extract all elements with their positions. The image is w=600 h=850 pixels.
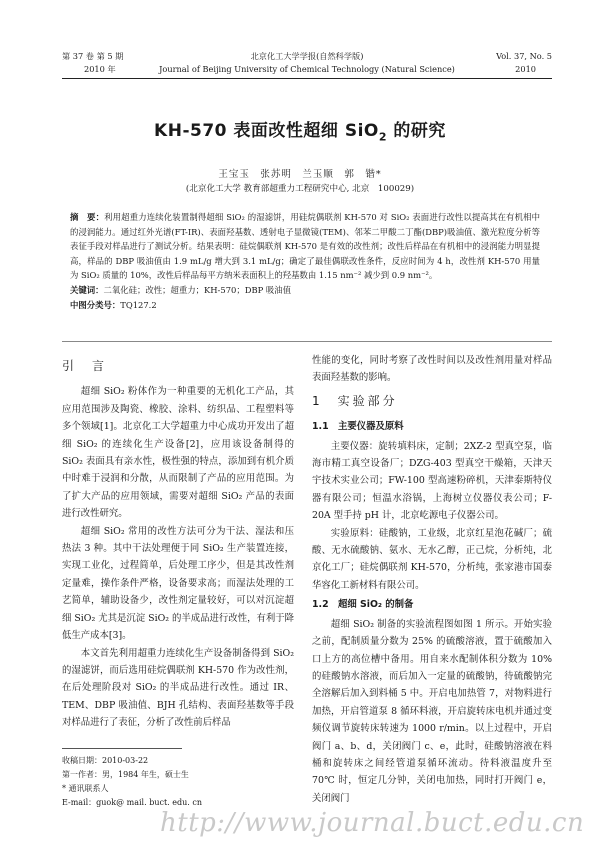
classification-code: TQ127.2 <box>120 299 157 310</box>
journal-name-en: Journal of Beijing University of Chemical Technology (Natural Science) <box>159 64 455 74</box>
header-right <box>496 50 552 76</box>
corresponding-author-note: * 通讯联系人 <box>62 784 109 793</box>
subsection-1-1-heading: 1.1 主要仪器及原料 <box>312 421 404 433</box>
title-subscript: 2 <box>378 130 388 144</box>
year-en: 2010 <box>515 64 536 74</box>
running-header <box>62 50 552 80</box>
year-cn: 2010 年 <box>84 64 116 74</box>
abstract-block <box>70 210 540 312</box>
footnote-rule <box>62 748 182 749</box>
journal-name-cn: 北京化工大学学报(自然科学版) <box>250 51 364 61</box>
classification <box>70 298 540 313</box>
title-tail: 的研究 <box>387 121 446 141</box>
preparation-paragraph: 超细 SiO₂ 制备的实验流程图如图 1 所示。开始实验之前，配制质量分数为 25% 的硫酸溶液，置于硫酸加入口上方的高位槽中备用。用自来水配制体积分数为 10% 的硅酸钠水溶液，而后加入一定量的硫酸钠，待硫酸钠完全溶解后加入到料桶 5 中。开启电加热管 7，对物料进行加热，开启管道泵 8 循环料液，开启旋转床电机并通过变频仪调节旋转床转速为 1000 r/min。以上过程中，开启阀门 a、b、d，关闭阀门 c、e，此时，硅酸钠溶液在料桶和旋转床之间经管道泵循环流动。待料液温度升至 70℃ 时，恒定几分钟，关闭电加热，同时打开阀门 e，关闭阀门 <box>312 618 552 804</box>
first-author-note: 第一作者：男，1984 年生，硕士生 <box>62 770 189 779</box>
keywords-label: 关键词： <box>70 284 104 295</box>
keywords-text: 二氧化硅；改性；超重力；KH-570；DBP 吸油值 <box>103 284 292 295</box>
keywords <box>70 283 540 298</box>
header-rule <box>62 78 552 79</box>
instruments-paragraph: 主要仪器：旋转填料床，定制；2XZ-2 型真空泵，临海市精工真空设备厂；DZG-403 型真空干燥箱，天津天宇技术实业公司；FW-100 型高速粉碎机，天津泰斯特仪器有限公司；恒温水浴锅，上海树立仪器仪表公司；F-20A 型手持 pH 计，北京屹源电子仪器公司。 <box>312 440 552 522</box>
materials-paragraph: 实验原料：硅酸钠，工业级，北京红星泡花碱厂；硫酸、无水硫酸钠、氨水、无水乙醇，正己烷，分析纯，北京化工厂；硅烷偶联剂 KH-570，分析纯，张家港市国泰华容化工新材料有限公司。 <box>312 527 552 591</box>
subsection-1-2-heading: 1.2 超细 SiO₂ 的制备 <box>312 599 414 611</box>
section-introduction-heading: 引 言 <box>62 359 108 373</box>
abstract-text: 利用超重力连续化装置制得超细 SiO₂ 的湿滤饼，用硅烷偶联剂 KH-570 对 SiO₂ 表面进行改性以提高其在有机相中的浸润能力。通过红外光谱(FT-IR)、表面羟基数、透射电子显微镜(TEM)、邻苯二甲酸二丁酯(DBP)吸油值、激光粒度分析等表征手段对样品进行了测试分析。结果表明：硅烷偶联剂 KH-570 是有效的改性剂；改性后样品在有机相中的浸润能力明显提高，样品的 DBP 吸油值由 1.9 mL/g 增大到 3.1 mL/g；确定了最佳偶联改性条件，反应时间为 4 h，改性剂 KH-570 用量为 SiO₂ 质量的 10%，改性后样品每平方纳米表面积上的羟基数由 1.15 nm⁻² 减少到 0.9 nm⁻²。 <box>70 212 541 281</box>
authors: 王宝玉 张苏明 兰玉顺 郭 锴* <box>218 169 382 180</box>
paper-title <box>0 116 600 143</box>
abstract-rule <box>62 341 552 342</box>
volume-cn: 第 37 卷 第 5 期 <box>62 51 124 61</box>
right-column <box>312 352 552 807</box>
journal-url-watermark: http://www.journal.buct.edu.cn <box>160 808 585 838</box>
affiliation: (北京化工大学 教育部超重力工程研究中心, 北京 100029) <box>185 184 415 194</box>
volume-en: Vol. 37, No. 5 <box>496 51 552 61</box>
abstract-label: 摘 要： <box>70 212 105 222</box>
intro-paragraph-continued: 性能的变化，同时考察了改性时间以及改性剂用量对样品表面羟基数的影响。 <box>312 355 552 384</box>
intro-paragraph-2: 超细 SiO₂ 常用的改性方法可分为干法、湿法和压热法 3 种。其中干法处理便于同 SiO₂ 生产装置连接，实现工业化，过程简单，后处理工序少，但是其改性剂定量难，操作条件严格，设备要求高；而湿法处理的工艺简单，辅助设备少，改性剂定量较好，可以对沉淀超细 SiO₂ 尤其是沉淀 SiO₂ 的半成品进行改性，有利于降低生产成本[3]。 <box>62 525 294 642</box>
classification-label: 中图分类号： <box>70 299 121 310</box>
email-note: E-mail：guok@ mail. buct. edu. cn <box>62 798 202 807</box>
title-main: KH-570 表面改性超细 SiO <box>154 121 379 141</box>
intro-paragraph-3: 本文首先利用超重力连续化生产设备制备得到 SiO₂ 的湿滤饼，而后选用硅烷偶联剂 KH-570 作为改性剂，在后处理阶段对 SiO₂ 的半成品进行改性。通过 IR、TEM、DBP 吸油值、BJH 孔结构、表面羟基数等手段对样品进行了表征，分析了改性前后样品 <box>62 647 294 729</box>
left-column <box>62 352 294 732</box>
received-date: 收稿日期：2010-03-22 <box>62 756 149 765</box>
footnotes <box>62 754 294 810</box>
intro-paragraph-1: 超细 SiO₂ 粉体作为一种重要的无机化工产品，其应用范围涉及陶瓷、橡胶、涂料、纺织品、工程塑料等多个领域[1]。北京化工大学超重力中心成功开发出了超细 SiO₂ 的连续化生产设备[2]，应用该设备制得的 SiO₂ 表面具有亲水性，极性强的特点，添加到有机介质中时难于浸润和分散，从而限制了产品的应用范围。为了扩大产品的应用领域，需要对超细 SiO₂ 产品的表面进行改性研究。 <box>62 386 294 520</box>
section-1-heading: 1 实验部分 <box>312 393 398 408</box>
header-center <box>62 50 552 76</box>
abstract <box>70 210 540 283</box>
